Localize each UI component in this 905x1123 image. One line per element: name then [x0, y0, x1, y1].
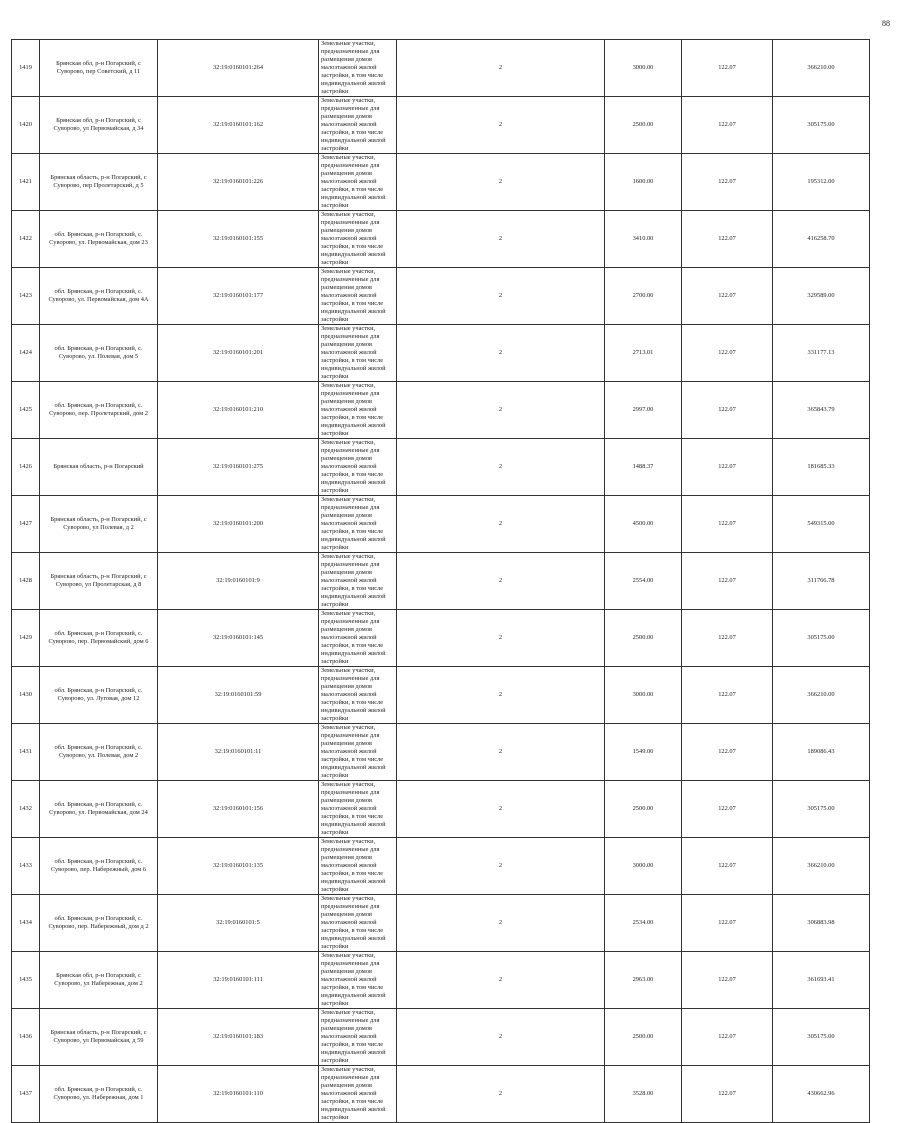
cadastral-cost-cell: 549315.00 [773, 496, 870, 553]
address-cell: обл. Брянская, р-н Погарский, с. Суворово, ул. Полевая, дом 2 [40, 724, 158, 781]
cadastral-number-cell: 32:19:0160101:183 [158, 1009, 319, 1066]
table-row [12, 211, 870, 268]
table-row [12, 97, 870, 154]
cadastral-number-cell: 32:19:0160101:264 [158, 40, 319, 97]
cadastral-number-cell: 32:19:0160101:59 [158, 667, 319, 724]
table-row [12, 1009, 870, 1066]
page-number: 88 [882, 19, 890, 28]
cadastral-cost-cell: 331177.13 [773, 325, 870, 382]
cadastral-number-cell: 32:19:0160101:275 [158, 439, 319, 496]
category-cell: 2 [397, 382, 605, 439]
category-cell: 2 [397, 610, 605, 667]
row-number: 1437 [12, 1066, 40, 1123]
row-number: 1424 [12, 325, 40, 382]
area-cell: 2713.01 [605, 325, 682, 382]
address-cell: Брянская область, р-н Погарский, с Суворово, ул Первомайская, д 59 [40, 1009, 158, 1066]
cadastral-number-cell: 32:19:0160101:155 [158, 211, 319, 268]
cadastral-number-cell: 32:19:0160101:200 [158, 496, 319, 553]
cadastral-cost-cell: 366210.00 [773, 838, 870, 895]
cadastral-cost-cell: 311766.78 [773, 553, 870, 610]
cadastral-cost-cell: 430662.96 [773, 1066, 870, 1123]
table-row [12, 496, 870, 553]
cadastral-number-cell: 32:19:0160101:110 [158, 1066, 319, 1123]
land-use-cell: Земельные участки, предназначенные для размещения домов малоэтажной жилой застройки, в том числе индивидуальной жилой застройки [319, 382, 397, 439]
row-number: 1419 [12, 40, 40, 97]
land-use-cell: Земельные участки, предназначенные для размещения домов малоэтажной жилой застройки, в том числе индивидуальной жилой застройки [319, 553, 397, 610]
area-cell: 3528.00 [605, 1066, 682, 1123]
rate-cell: 122.07 [682, 553, 773, 610]
rate-cell: 122.07 [682, 268, 773, 325]
land-use-cell: Земельные участки, предназначенные для размещения домов малоэтажной жилой застройки, в том числе индивидуальной жилой застройки [319, 325, 397, 382]
area-cell: 2534.00 [605, 895, 682, 952]
row-number: 1420 [12, 97, 40, 154]
land-use-cell: Земельные участки, предназначенные для размещения домов малоэтажной жилой застройки, в том числе индивидуальной жилой застройки [319, 154, 397, 211]
category-cell: 2 [397, 1066, 605, 1123]
category-cell: 2 [397, 838, 605, 895]
cadastral-cost-cell: 189086.43 [773, 724, 870, 781]
table-row [12, 895, 870, 952]
rate-cell: 122.07 [682, 952, 773, 1009]
cadastral-cost-cell: 366210.00 [773, 40, 870, 97]
area-cell: 2963.00 [605, 952, 682, 1009]
cadastral-number-cell: 32:19:0160101:5 [158, 895, 319, 952]
table-row [12, 553, 870, 610]
rate-cell: 122.07 [682, 610, 773, 667]
rate-cell: 122.07 [682, 1066, 773, 1123]
area-cell: 1600.00 [605, 154, 682, 211]
cadastral-number-cell: 32:19:0160101:11 [158, 724, 319, 781]
cadastral-cost-cell: 305175.00 [773, 97, 870, 154]
land-use-cell: Земельные участки, предназначенные для размещения домов малоэтажной жилой застройки, в том числе индивидуальной жилой застройки [319, 610, 397, 667]
land-use-cell: Земельные участки, предназначенные для размещения домов малоэтажной жилой застройки, в том числе индивидуальной жилой застройки [319, 952, 397, 1009]
land-use-cell: Земельные участки, предназначенные для размещения домов малоэтажной жилой застройки, в том числе индивидуальной жилой застройки [319, 97, 397, 154]
address-cell: Брянская область, р-н Погарский, с Суворово, пер Пролетарский, д 5 [40, 154, 158, 211]
row-number: 1425 [12, 382, 40, 439]
category-cell: 2 [397, 1009, 605, 1066]
area-cell: 2500.00 [605, 781, 682, 838]
land-use-cell: Земельные участки, предназначенные для размещения домов малоэтажной жилой застройки, в том числе индивидуальной жилой застройки [319, 838, 397, 895]
table-row [12, 667, 870, 724]
table-row [12, 952, 870, 1009]
rate-cell: 122.07 [682, 211, 773, 268]
rate-cell: 122.07 [682, 838, 773, 895]
cadastral-number-cell: 32:19:0160101:162 [158, 97, 319, 154]
land-use-cell: Земельные участки, предназначенные для размещения домов малоэтажной жилой застройки, в том числе индивидуальной жилой застройки [319, 724, 397, 781]
address-cell: Брянская область, р-н Погарский, с Суворово, ул Пролетарская, д 8 [40, 553, 158, 610]
land-use-cell: Земельные участки, предназначенные для размещения домов малоэтажной жилой застройки, в том числе индивидуальной жилой застройки [319, 496, 397, 553]
row-number: 1426 [12, 439, 40, 496]
row-number: 1422 [12, 211, 40, 268]
address-cell: обл. Брянская, р-н Погарский, с. Суворово, ул. Первомайская, дом 24 [40, 781, 158, 838]
address-cell: обл. Брянская, р-н Погарский, с. Суворово, пер. Набережный, дом 6 [40, 838, 158, 895]
table-row [12, 382, 870, 439]
row-number: 1428 [12, 553, 40, 610]
cadastral-cost-cell: 365843.79 [773, 382, 870, 439]
table-row [12, 325, 870, 382]
row-number: 1429 [12, 610, 40, 667]
table-row [12, 1066, 870, 1123]
rate-cell: 122.07 [682, 895, 773, 952]
category-cell: 2 [397, 97, 605, 154]
cadastral-cost-cell: 306883.98 [773, 895, 870, 952]
category-cell: 2 [397, 781, 605, 838]
area-cell: 1549.00 [605, 724, 682, 781]
category-cell: 2 [397, 952, 605, 1009]
category-cell: 2 [397, 895, 605, 952]
area-cell: 2500.00 [605, 97, 682, 154]
category-cell: 2 [397, 211, 605, 268]
area-cell: 3000.00 [605, 40, 682, 97]
area-cell: 3000.00 [605, 838, 682, 895]
address-cell: Брянская обл, р-н Погарский, с Суворово, ул Первомайская, д 34 [40, 97, 158, 154]
address-cell: обл. Брянская, р-н Погарский, с. Суворово, пер. Первомайский, дом 6 [40, 610, 158, 667]
rate-cell: 122.07 [682, 40, 773, 97]
table-row [12, 154, 870, 211]
table-row [12, 268, 870, 325]
address-cell: Брянская область, р-н Погарский, с Суворово, ул Полевая, д 2 [40, 496, 158, 553]
cadastral-cost-cell: 329589.00 [773, 268, 870, 325]
cadastral-cost-cell: 366210.00 [773, 667, 870, 724]
area-cell: 2554.00 [605, 553, 682, 610]
row-number: 1431 [12, 724, 40, 781]
table-row [12, 724, 870, 781]
address-cell: обл. Брянская, р-н Погарский, с. Суворово, ул. Первомайская, дом 4А [40, 268, 158, 325]
area-cell: 4500.00 [605, 496, 682, 553]
cadastral-number-cell: 32:19:0160101:135 [158, 838, 319, 895]
row-number: 1432 [12, 781, 40, 838]
address-cell: обл. Брянская, р-н Погарский, с. Суворово, ул. Первомайская, дом 23 [40, 211, 158, 268]
category-cell: 2 [397, 667, 605, 724]
rate-cell: 122.07 [682, 724, 773, 781]
row-number: 1434 [12, 895, 40, 952]
cadastral-cost-cell: 305175.00 [773, 610, 870, 667]
land-use-cell: Земельные участки, предназначенные для размещения домов малоэтажной жилой застройки, в том числе индивидуальной жилой застройки [319, 40, 397, 97]
land-use-cell: Земельные участки, предназначенные для размещения домов малоэтажной жилой застройки, в том числе индивидуальной жилой застройки [319, 439, 397, 496]
cadastral-number-cell: 32:19:0160101:9 [158, 553, 319, 610]
address-cell: Брянская обл, р-н Погарский, с Суворово, пер Советский, д 11 [40, 40, 158, 97]
land-registry-table [11, 39, 870, 1123]
address-cell: Брянская область, р-н Погарский [40, 439, 158, 496]
cadastral-cost-cell: 416258.70 [773, 211, 870, 268]
table-body [12, 40, 870, 1123]
land-use-cell: Земельные участки, предназначенные для размещения домов малоэтажной жилой застройки, в том числе индивидуальной жилой застройки [319, 895, 397, 952]
area-cell: 2500.00 [605, 1009, 682, 1066]
category-cell: 2 [397, 268, 605, 325]
rate-cell: 122.07 [682, 97, 773, 154]
cadastral-cost-cell: 305175.00 [773, 1009, 870, 1066]
land-use-cell: Земельные участки, предназначенные для размещения домов малоэтажной жилой застройки, в том числе индивидуальной жилой застройки [319, 781, 397, 838]
land-use-cell: Земельные участки, предназначенные для размещения домов малоэтажной жилой застройки, в том числе индивидуальной жилой застройки [319, 1009, 397, 1066]
cadastral-number-cell: 32:19:0160101:111 [158, 952, 319, 1009]
cadastral-number-cell: 32:19:0160101:210 [158, 382, 319, 439]
table-row [12, 781, 870, 838]
rate-cell: 122.07 [682, 1009, 773, 1066]
table-row [12, 610, 870, 667]
category-cell: 2 [397, 325, 605, 382]
land-use-cell: Земельные участки, предназначенные для размещения домов малоэтажной жилой застройки, в том числе индивидуальной жилой застройки [319, 667, 397, 724]
address-cell: обл. Брянская, р-н Погарский, с. Суворово, ул. Набережная, дом 1 [40, 1066, 158, 1123]
category-cell: 2 [397, 553, 605, 610]
table-row [12, 40, 870, 97]
address-cell: обл. Брянская, р-н Погарский, с. Суворово, пер. Пролетарский, дом 2 [40, 382, 158, 439]
cadastral-number-cell: 32:19:0160101:201 [158, 325, 319, 382]
row-number: 1435 [12, 952, 40, 1009]
address-cell: Брянская обл, р-н Погарский, с Суворово, ул Набережная, дом 2 [40, 952, 158, 1009]
rate-cell: 122.07 [682, 496, 773, 553]
cadastral-cost-cell: 305175.00 [773, 781, 870, 838]
table-row [12, 838, 870, 895]
row-number: 1421 [12, 154, 40, 211]
category-cell: 2 [397, 40, 605, 97]
land-use-cell: Земельные участки, предназначенные для размещения домов малоэтажной жилой застройки, в том числе индивидуальной жилой застройки [319, 268, 397, 325]
land-use-cell: Земельные участки, предназначенные для размещения домов малоэтажной жилой застройки, в том числе индивидуальной жилой застройки [319, 1066, 397, 1123]
row-number: 1436 [12, 1009, 40, 1066]
area-cell: 3410.00 [605, 211, 682, 268]
cadastral-number-cell: 32:19:0160101:145 [158, 610, 319, 667]
table-row [12, 439, 870, 496]
rate-cell: 122.07 [682, 382, 773, 439]
category-cell: 2 [397, 496, 605, 553]
category-cell: 2 [397, 439, 605, 496]
rate-cell: 122.07 [682, 667, 773, 724]
row-number: 1423 [12, 268, 40, 325]
rate-cell: 122.07 [682, 439, 773, 496]
cadastral-number-cell: 32:19:0160101:156 [158, 781, 319, 838]
cadastral-cost-cell: 195312.00 [773, 154, 870, 211]
rate-cell: 122.07 [682, 154, 773, 211]
cadastral-cost-cell: 181685.33 [773, 439, 870, 496]
address-cell: обл. Брянская, р-н Погарский, с. Суворово, ул. Луговая, дом 12 [40, 667, 158, 724]
rate-cell: 122.07 [682, 325, 773, 382]
cadastral-cost-cell: 361693.41 [773, 952, 870, 1009]
area-cell: 3000.00 [605, 667, 682, 724]
cadastral-number-cell: 32:19:0160101:177 [158, 268, 319, 325]
address-cell: обл. Брянская, р-н Погарский, с. Суворово, ул. Полевая, дом 5 [40, 325, 158, 382]
area-cell: 2500.00 [605, 610, 682, 667]
row-number: 1433 [12, 838, 40, 895]
cadastral-number-cell: 32:19:0160101:226 [158, 154, 319, 211]
area-cell: 2997.00 [605, 382, 682, 439]
row-number: 1427 [12, 496, 40, 553]
category-cell: 2 [397, 154, 605, 211]
area-cell: 1488.37 [605, 439, 682, 496]
land-use-cell: Земельные участки, предназначенные для размещения домов малоэтажной жилой застройки, в том числе индивидуальной жилой застройки [319, 211, 397, 268]
category-cell: 2 [397, 724, 605, 781]
rate-cell: 122.07 [682, 781, 773, 838]
address-cell: обл. Брянская, р-н Погарский, с. Суворово, пер. Набережный, дом д 2 [40, 895, 158, 952]
row-number: 1430 [12, 667, 40, 724]
area-cell: 2700.00 [605, 268, 682, 325]
